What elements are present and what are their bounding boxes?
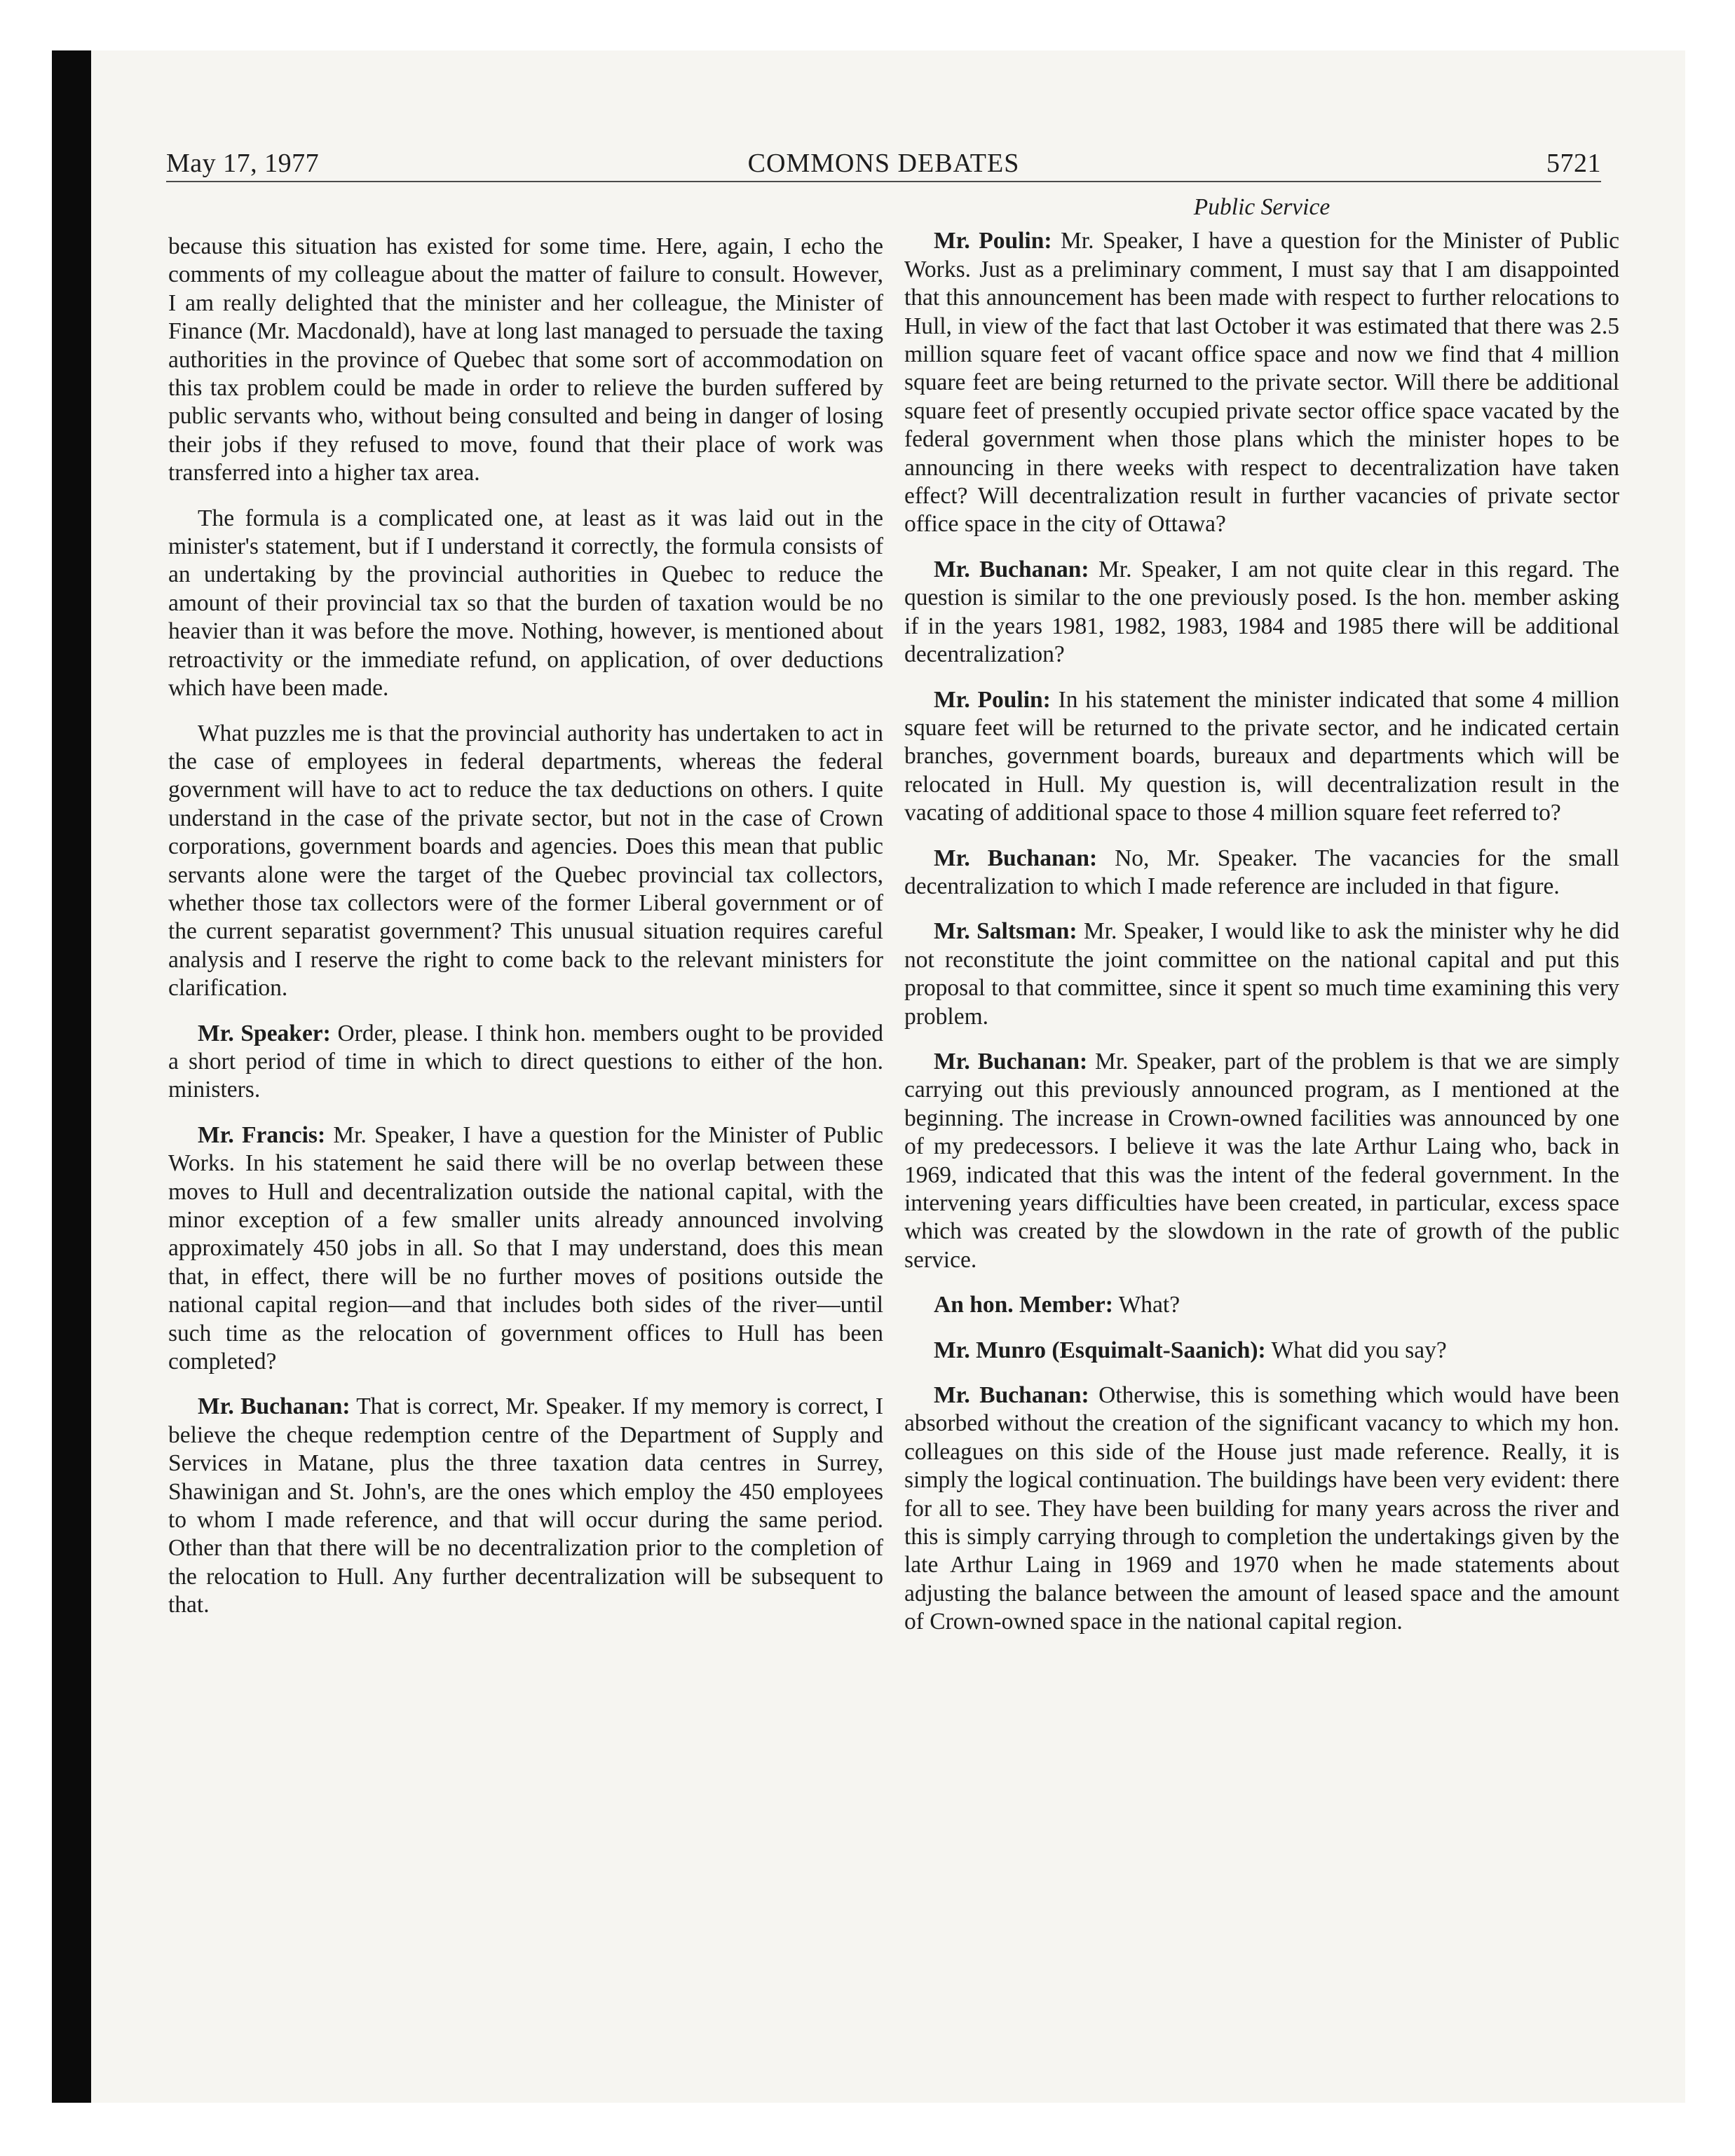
paragraph-text: Mr. Speaker, I am not quite clear in this regard. The question is similar to the one previously posed. Is the hon. member asking if in the years 1981, 1982, 1983, 1984 and 1985 there will be additional decentralization? [904,556,1620,668]
paragraph [168,720,883,1003]
paragraph-text: What did you say? [1271,1337,1447,1363]
paragraph-text: Mr. Speaker, I have a question for the Minister of Public Works. In his statement he said there will be no overlap between these moves to Hull and decentralization outside the national capital, with the minor exception of a few smaller units already announced involving approximately 450 jobs in all. So that I may understand, does this mean that, in effect, there will be no further moves of positions outside the national capital region—and that includes both sides of the river—until such time as the relocation of government offices to Hull has been completed? [168,1121,884,1375]
page-header [166,144,1601,183]
paragraph [904,227,1619,538]
paragraph [168,1121,883,1377]
paragraph [904,1381,1619,1637]
paragraph [904,917,1619,1031]
paragraph [168,1020,883,1105]
paragraph [904,1048,1619,1274]
speaker-name: An hon. Member: [934,1292,1113,1318]
paragraph-text: No, Mr. Speaker. The vacancies for the small decentralization to which I made reference are included in that figure. [904,845,1620,899]
scan-edge-bar [52,50,91,2103]
left-column [168,233,883,1637]
header-rule [166,181,1601,182]
speaker-name: Mr. Poulin: [934,228,1052,254]
right-column [904,193,1619,1653]
speaker-name: Mr. Buchanan: [198,1393,351,1420]
speaker-name: Mr. Saltsman: [934,918,1077,945]
section-heading: Public Service [1193,194,1331,220]
paragraph [904,686,1619,828]
header-page-number: 5721 [1546,149,1601,178]
speaker-name: Mr. Francis: [198,1121,326,1148]
paragraph [904,1337,1619,1365]
speaker-name: Mr. Buchanan: [934,1382,1089,1409]
paragraph [904,845,1619,901]
speaker-name: Mr. Poulin: [934,686,1051,713]
speaker-name: Mr. Speaker: [198,1020,331,1046]
paragraph-text: Otherwise, this is something which would have been absorbed without the creation of the significant vacancy to which my hon. colleagues on this side of the House just made reference. Really, it is simply the logical continuation. The buildings have been very evident: there for all to see. They have been building for many years across the river and this is simply carrying through to completion the undertakings given by the late Arthur Laing in 1969 and 1970 when he made statements about adjusting the balance between the amount of leased space and the amount of Crown-owned space in the national capital region. [904,1382,1619,1635]
paragraph-text: That is correct, Mr. Speaker. If my memory is correct, I believe the cheque redemption centre of the Department of Supply and Services in Matane, plus the three taxation data centres in Surrey, Shawinigan and St. John's, are the ones which employ the 450 employees to whom I made reference, and that will occur during the same period. Other than that there will be no decentralization prior to the completion of the relocation to Hull. Any further decentralization will be subsequent to that. [168,1393,883,1618]
paragraph [168,233,883,488]
speaker-name: Mr. Buchanan: [934,1048,1088,1074]
paragraph-text: The formula is a complicated one, at least as it was laid out in the minister's statement, but if I understand it correctly, the formula consists of an undertaking by the provincial authorities in Quebec to reduce the amount of their provincial tax so that the burden of taxation would be no heavier than it was before the move. Nothing, however, is mentioned about retroactivity or the immediate refund, on application, of over deductions which have been made. [168,505,883,702]
speaker-name: Mr. Munro (Esquimalt-Saanich): [934,1337,1266,1363]
paragraph-text: Mr. Speaker, I have a question for the Minister of Public Works. Just as a preliminary comment, I must say that I am disappointed that this announcement has been made with respect to further relocations to Hull, in view of the fact that last October it was estimated that there was 2.5 million square feet of vacant office space and now we find that 4 million square feet are being returned to the private sector. Will there be additional square feet of presently occupied private sector office space vacated by the federal government when those plans which the minister hopes to be announcing in there weeks with respect to decentralization have taken effect? Will decentralization result in further vacancies of private sector office space in the city of Ottawa? [904,228,1619,538]
speaker-name: Mr. Buchanan: [934,845,1098,871]
paragraph-text: Mr. Speaker, I would like to ask the minister why he did not reconstitute the joint committee on the national capital and put this proposal to that committee, since it spent so much time examining this very problem. [904,918,1619,1030]
paragraph [904,556,1619,669]
header-date: May 17, 1977 [166,149,320,178]
paragraph-text: Order, please. I think hon. members ought to be provided a short period of time in which to direct questions to either of the hon. ministers. [168,1020,883,1103]
paragraph-text: What puzzles me is that the provincial authority has undertaken to act in the case of employees in federal departments, whereas the federal government will have to act to reduce the tax deductions on others. I quite understand in the case of the private sector, but not in the case of Crown corporations, government boards and agencies. Does this mean that public servants alone were the target of the Quebec provincial tax collectors, whether those tax collectors were of the former Liberal government or of the current separatist government? This unusual situation requires careful analysis and I reserve the right to come back to the relevant ministers for clarification. [168,720,883,1002]
paragraph-text: because this situation has existed for some time. Here, again, I echo the comments of my colleague about the matter of failure to consult. However, I am really delighted that the minister and her colleague, the Minister of Finance (Mr. Macdonald), have at long last managed to persuade the taxing authorities in the province of Quebec that some sort of accommodation on this tax problem could be made in order to relieve the burden suffered by public servants who, without being consulted and being in danger of losing their jobs if they refused to move, found that their place of work was transferred into a higher tax area. [168,233,883,486]
paragraph-text: Mr. Speaker, part of the problem is that we are simply carrying out this previously announced program, as I mentioned at the beginning. The increase in Crown-owned facilities was announced by one of my predecessors. I believe it was the late Arthur Laing who, back in 1969, indicated that this was the intent of the federal government. In the intervening years difficulties have been created, in particular, excess space which was created by the slowdown in the rate of growth of the public service. [904,1048,1619,1273]
speaker-name: Mr. Buchanan: [934,556,1089,582]
paragraph [168,505,883,703]
paragraph-text: In his statement the minister indicated that some 4 million square feet will be returned to the private sector, and he indicated certain branches, government boards, bureaux and departments which will be relocated in Hull. My question is, will decentralization result in the vacating of additional space to those 4 million square feet referred to? [904,686,1619,826]
paragraph-text: What? [1118,1292,1181,1318]
paragraph [904,1291,1619,1319]
header-title: COMMONS DEBATES [747,149,1020,178]
paragraph [168,1393,883,1619]
